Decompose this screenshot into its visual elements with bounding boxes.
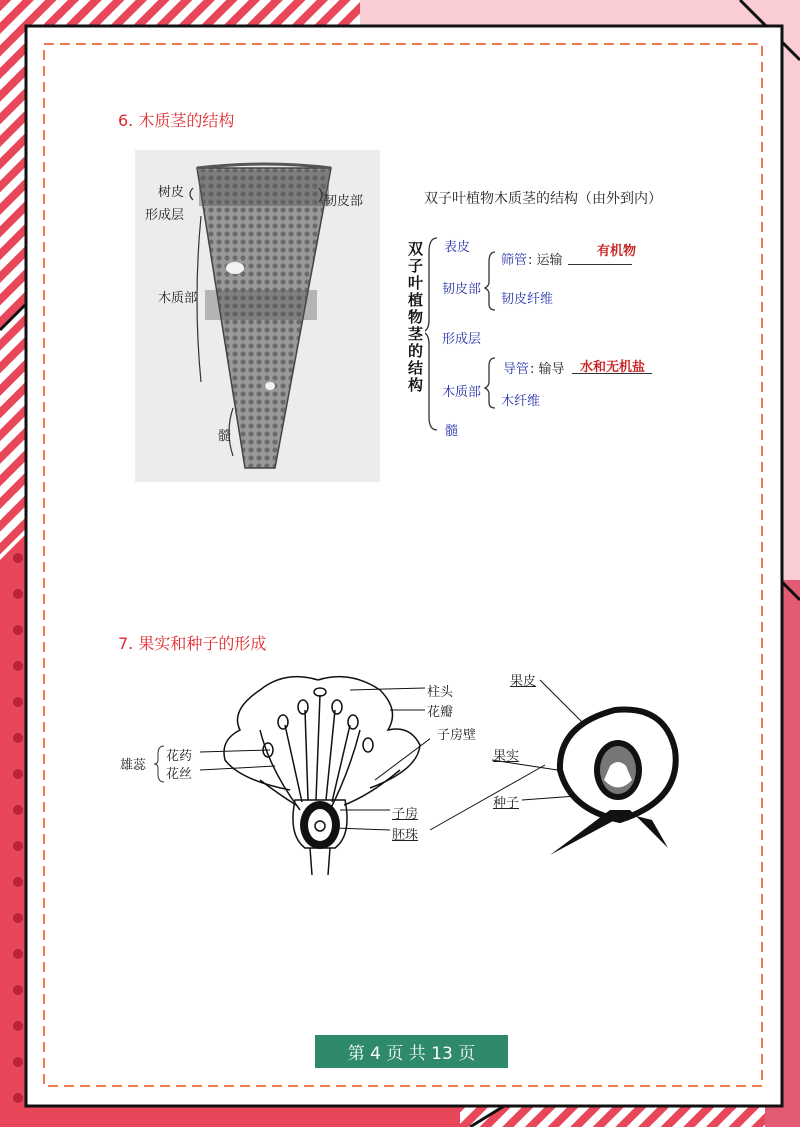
vertical-title-char: 双 [408,240,424,258]
diagram-phloem-fiber: 韧皮纤维 [501,292,554,307]
label-ovary-wall: 子房壁 [437,728,477,743]
page-number-footer: 第 4 页 共 13 页 [315,1035,508,1068]
label-stamen: 雄蕊 [120,758,147,773]
vertical-title-char: 植 [408,291,424,309]
section-6-title: 6. 木质茎的结构 [118,111,235,130]
label-xylem-micro: 木质部 [158,291,198,306]
fruit-diagram [420,670,700,870]
stamen-brace [154,744,166,784]
diagram-phloem: 韧皮部 [442,282,482,297]
diagram-cambium: 形成层 [442,332,482,347]
diagram-xylem: 木质部 [442,385,482,400]
diagram-vessel: 导管 [503,362,530,377]
diagram-xylem-fiber: 木纤维 [501,394,541,409]
label-filament: 花丝 [166,767,193,782]
diagram-vessel-role: : 输导 [530,362,565,377]
diagram-sieve-tube-answer: 有机物 [597,244,637,259]
label-fruit: 果实 [493,749,520,764]
diagram-sieve-tube-role: : 运输 [528,253,563,268]
section-7-title: 7. 果实和种子的形成 [118,634,267,653]
label-ovule: 胚珠 [392,828,419,843]
label-ovary: 子房 [392,807,419,822]
label-petal: 花瓣 [427,705,454,720]
vertical-title-char: 构 [408,376,424,394]
label-seed: 种子 [493,796,520,811]
diagram-pith: 髓 [445,424,459,439]
vertical-title-char: 物 [408,308,424,326]
diagram-heading: 双子叶植物木质茎的结构（由外到内） [424,191,662,207]
label-bark: 树皮 [158,185,185,200]
flower-diagram [200,670,430,885]
diagram-sieve-tube: 筛管 [501,253,528,268]
vertical-title-char: 子 [408,257,424,275]
answer-underline [568,264,632,265]
diagram-epidermis: 表皮 [444,240,471,255]
label-pericarp: 果皮 [510,674,537,689]
diagram-vessel-answer: 水和无机盐 [580,360,646,375]
label-stigma: 柱头 [427,685,454,700]
label-phloem-micro: 韧皮部 [324,194,364,209]
vertical-title-char: 结 [408,359,424,377]
label-anther: 花药 [166,749,193,764]
label-cambium-micro: 形成层 [145,208,185,223]
label-pith-micro: 髓 [218,429,232,444]
vertical-title-char: 的 [408,342,424,360]
vertical-title-char: 叶 [408,274,424,292]
vertical-title-char: 茎 [408,325,424,343]
